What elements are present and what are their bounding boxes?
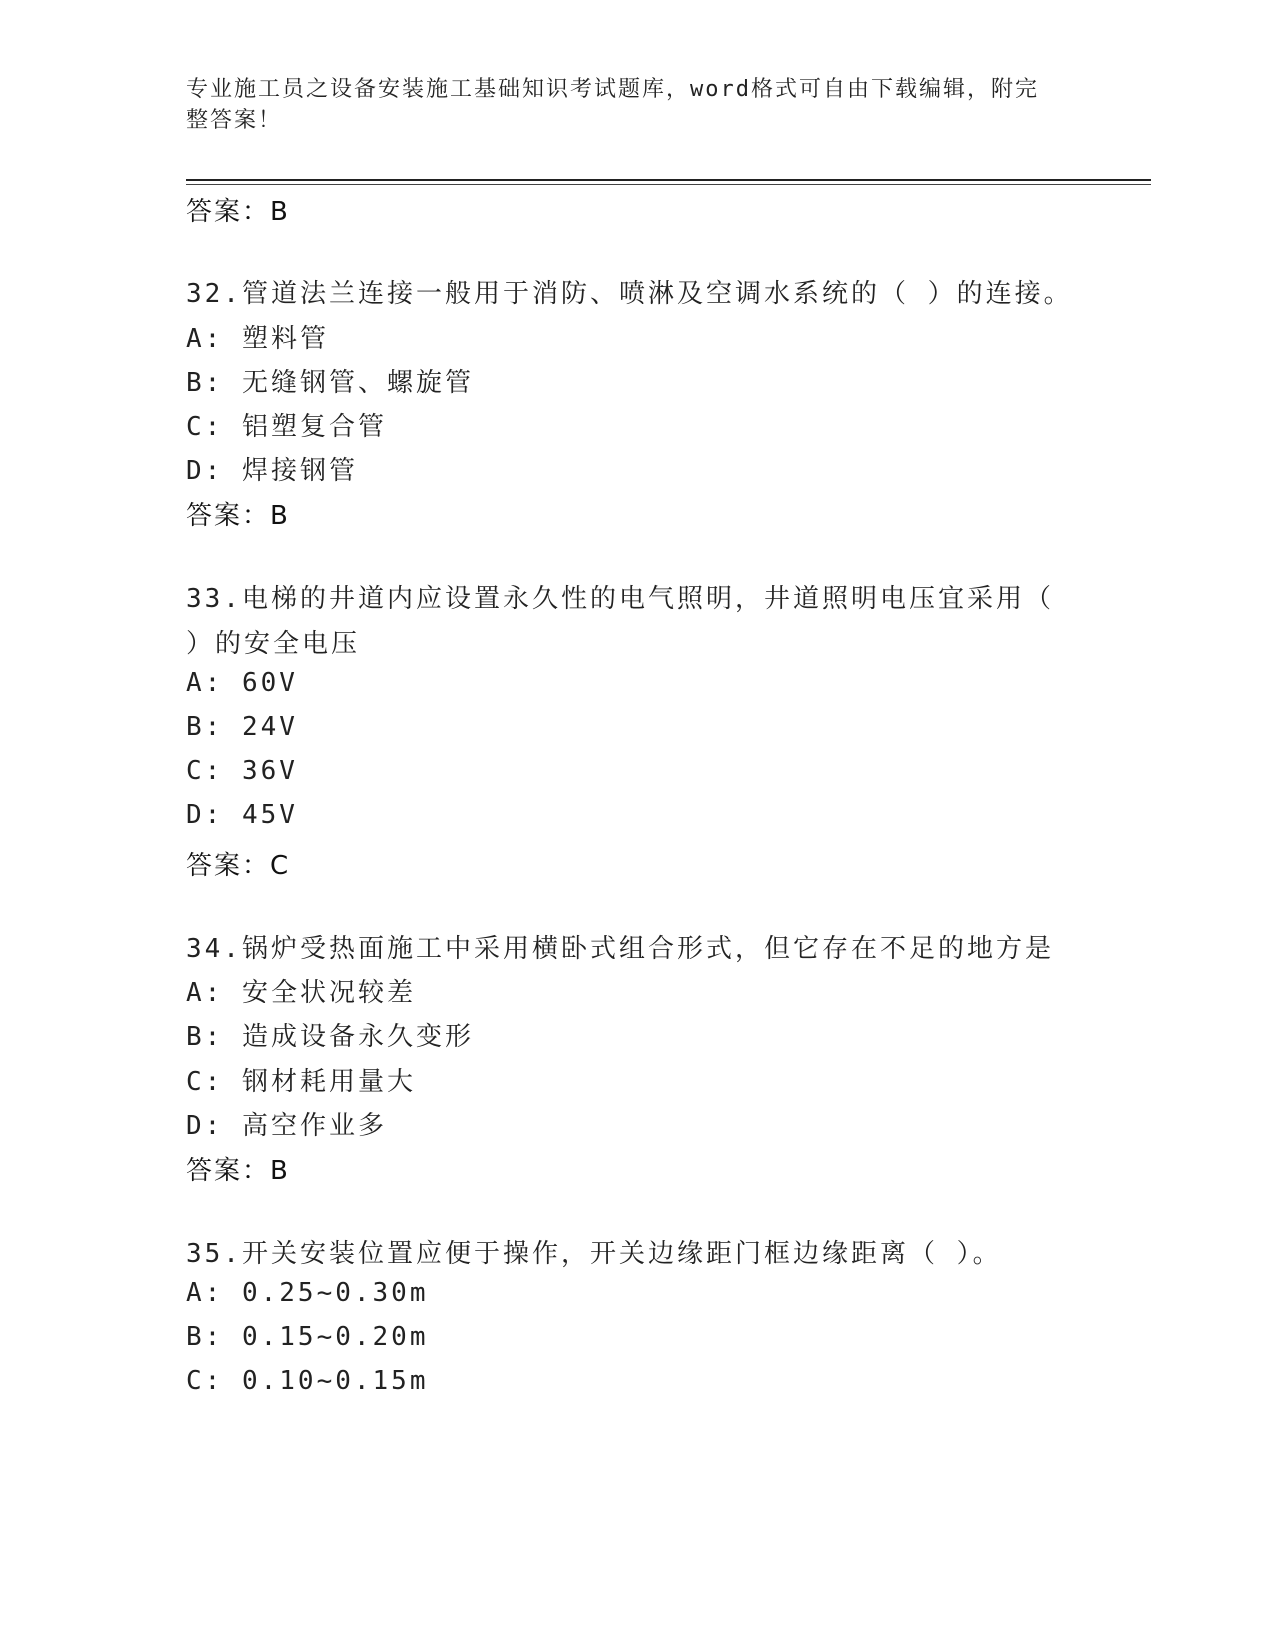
answer-32: 答案：B	[186, 501, 290, 531]
question-33-stem-line-2: ）的安全电压	[186, 629, 361, 659]
answer-33: 答案：C	[186, 851, 291, 881]
question-33-option-c: C: 36V	[186, 756, 298, 786]
answer-34: 答案：B	[186, 1156, 290, 1186]
answer-31: 答案：B	[186, 197, 290, 227]
header-rule-thin	[186, 184, 1151, 185]
header-line-2: 整答案！	[186, 108, 283, 133]
question-33-option-b: B: 24V	[186, 712, 298, 742]
header-rule	[186, 179, 1151, 181]
question-32-stem: 32.管道法兰连接一般用于消防、喷淋及空调水系统的（ ）的连接。	[186, 279, 1073, 309]
question-34-stem: 34.锅炉受热面施工中采用横卧式组合形式，但它存在不足的地方是	[186, 934, 1054, 964]
question-34-option-c: C: 钢材耗用量大	[186, 1067, 416, 1097]
question-32-option-d: D: 焊接钢管	[186, 456, 358, 486]
question-32-option-a: A: 塑料管	[186, 324, 329, 354]
question-33-stem-line-1: 33.电梯的井道内应设置永久性的电气照明，井道照明电压宜采用（	[186, 584, 1054, 614]
question-33-option-d: D: 45V	[186, 800, 298, 830]
header-line-1: 专业施工员之设备安装施工基础知识考试题库，word格式可自由下载编辑，附完	[186, 77, 1039, 102]
question-32-option-b: B: 无缝钢管、螺旋管	[186, 368, 474, 398]
question-35-option-a: A: 0.25~0.30m	[186, 1278, 429, 1308]
question-34-option-d: D: 高空作业多	[186, 1111, 387, 1141]
question-35-option-c: C: 0.10~0.15m	[186, 1366, 429, 1396]
question-32-option-c: C: 铝塑复合管	[186, 412, 387, 442]
question-33-option-a: A: 60V	[186, 668, 298, 698]
question-34-option-b: B: 造成设备永久变形	[186, 1022, 474, 1052]
question-35-option-b: B: 0.15~0.20m	[186, 1322, 429, 1352]
question-35-stem: 35.开关安装位置应便于操作，开关边缘距门框边缘距离（ ）。	[186, 1239, 1002, 1269]
question-34-option-a: A: 安全状况较差	[186, 978, 416, 1008]
document-header	[186, 74, 1066, 136]
